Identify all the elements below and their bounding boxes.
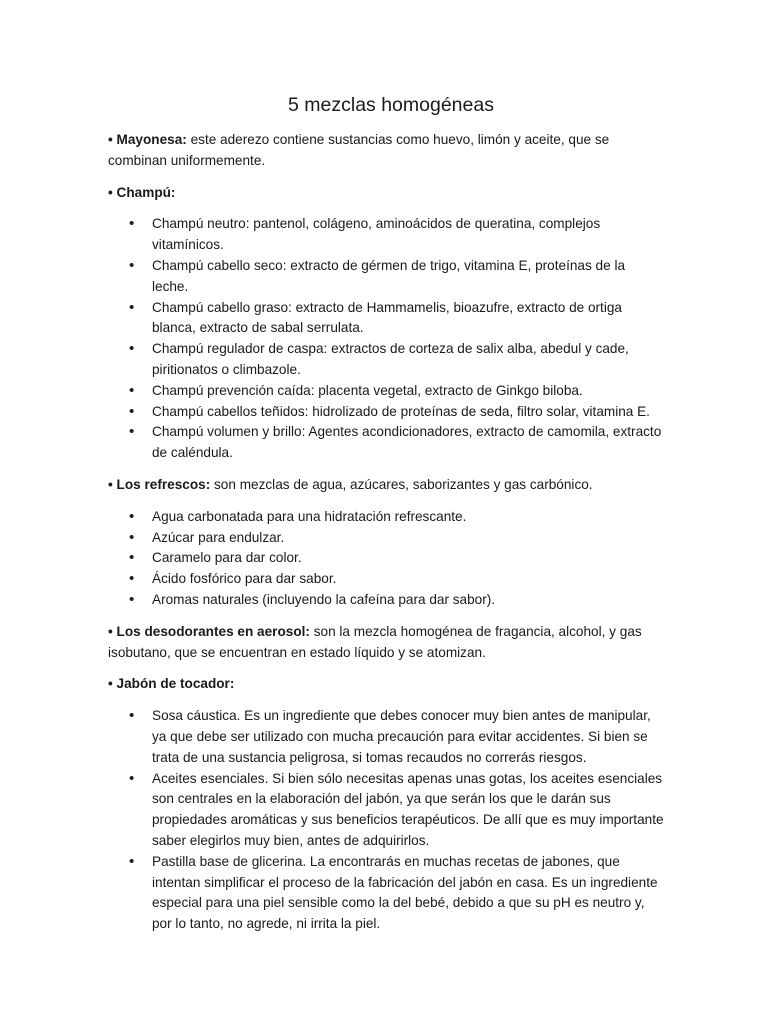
- section-champu: [108, 183, 664, 204]
- section-label: Champú:: [116, 184, 176, 200]
- section-label: Los desodorantes en aerosol:: [116, 623, 310, 639]
- champu-list: [108, 214, 664, 464]
- list-item: • Azúcar para endulzar.: [152, 528, 664, 549]
- list-item: • Champú prevención caída: placenta vegetal, extracto de Ginkgo biloba.: [152, 381, 664, 402]
- list-item: • Champú neutro: pantenol, colágeno, aminoácidos de queratina, complejos vitamínicos.: [152, 214, 664, 256]
- section-refrescos: [108, 475, 664, 496]
- section-bullet: •: [108, 184, 117, 200]
- list-item: • Champú cabello seco: extracto de gérmen de trigo, vitamina E, proteínas de la leche.: [152, 256, 664, 298]
- list-item: • Agua carbonatada para una hidratación refrescante.: [152, 507, 664, 528]
- section-text: son la mezcla homogénea de fragancia, alcohol, y gas isobutano, que se encuentran en estado líquido y se atomizan.: [108, 623, 642, 660]
- section-label: Los refrescos:: [116, 476, 211, 492]
- list-item: • Sosa cáustica. Es un ingrediente que debes conocer muy bien antes de manipular, ya que debe ser utilizado con mucha precaución para evitar accidentes. Si bien se trata de una sustancia peligrosa, si tomas recaudos no correrás riesgos.: [152, 706, 664, 768]
- list-item: • Champú cabello graso: extracto de Hammamelis, bioazufre, extracto de ortiga blanca, extracto de sabal serrulata.: [152, 298, 664, 340]
- list-item: • Caramelo para dar color.: [152, 548, 664, 569]
- list-item: • Aromas naturales (incluyendo la cafeína para dar sabor).: [152, 590, 664, 611]
- section-desodorantes: [108, 622, 664, 664]
- list-item: • Ácido fosfórico para dar sabor.: [152, 569, 664, 590]
- list-item: • Champú volumen y brillo: Agentes acondicionadores, extracto de camomila, extracto de caléndula.: [152, 422, 664, 464]
- section-bullet: •: [108, 623, 117, 639]
- list-item: • Aceites esenciales. Si bien sólo necesitas apenas unas gotas, los aceites esenciales son centrales en la elaboración del jabón, ya que serán los que le darán sus propiedades aromáticas y sus beneficios terapéuticos. De allí que es muy importante saber elegirlos muy bien, antes de adquirirlos.: [152, 769, 664, 852]
- section-label: Jabón de tocador:: [116, 676, 235, 692]
- list-item: • Pastilla base de glicerina. La encontrarás en muchas recetas de jabones, que intentan simplificar el proceso de la fabricación del jabón en casa. Es un ingrediente especial para una piel sensible como la del bebé, debido a que su pH es neutro y, por lo tanto, no agrede, ni irrita la piel.: [152, 852, 664, 935]
- section-text: este aderezo contiene sustancias como huevo, limón y aceite, que se combinan uniformemente.: [108, 132, 610, 168]
- section-label: Mayonesa:: [116, 132, 187, 147]
- list-item: • Champú cabellos teñidos: hidrolizado de proteínas de seda, filtro solar, vitamina E.: [152, 402, 664, 423]
- list-item: • Champú regulador de caspa: extractos de corteza de salix alba, abedul y cade, piritionatos o climbazole.: [152, 339, 664, 381]
- section-bullet: •: [108, 676, 117, 692]
- document-title: 5 mezclas homogéneas: [288, 94, 494, 116]
- section-text: son mezclas de agua, azúcares, saborizantes y gas carbónico.: [210, 476, 593, 492]
- refrescos-list: [108, 507, 664, 611]
- section-jabon: [108, 674, 664, 695]
- section-bullet: •: [108, 476, 117, 492]
- section-bullet: •: [108, 132, 117, 147]
- section-mayonesa: [108, 130, 664, 172]
- jabon-list: [108, 706, 664, 935]
